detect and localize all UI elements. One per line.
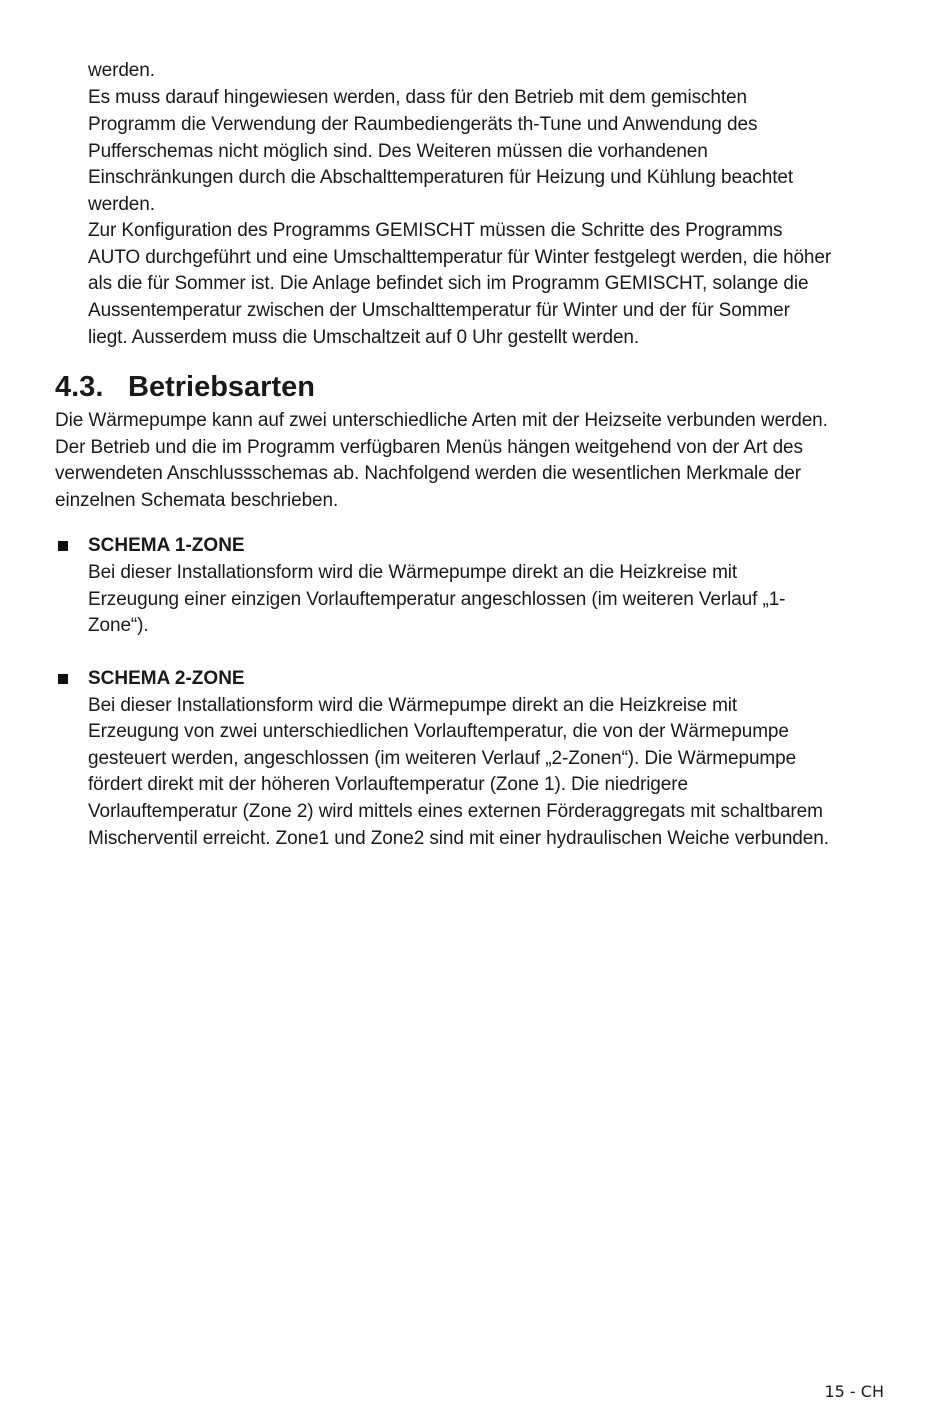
bullet-title: SCHEMA 1-ZONE bbox=[88, 535, 245, 556]
intro-line: werden. bbox=[88, 60, 155, 81]
intro-line: Zur Konfiguration des Programms GEMISCHT müssen die Schritte des Programms bbox=[88, 220, 783, 241]
bullet-line: Bei dieser Installationsform wird die Wärmepumpe direkt an die Heizkreise mit bbox=[88, 562, 738, 583]
bullet-line: Zone“). bbox=[88, 615, 149, 636]
bullet-line: Erzeugung einer einzigen Vorlauftemperatur angeschlossen (im weiteren Verlauf „1- bbox=[88, 589, 786, 610]
section-number: 4.3. bbox=[55, 371, 104, 403]
intro-line: als die für Sommer ist. Die Anlage befindet sich im Programm GEMISCHT, solange die bbox=[88, 273, 809, 294]
section-line: einzelnen Schemata beschrieben. bbox=[55, 490, 339, 511]
bullet-line: gesteuert werden, angeschlossen (im weiteren Verlauf „2-Zonen“). Die Wärmepumpe bbox=[88, 748, 797, 769]
bullet-line: Bei dieser Installationsform wird die Wärmepumpe direkt an die Heizkreise mit bbox=[88, 695, 738, 716]
section-title: Betriebsarten bbox=[128, 371, 315, 403]
square-bullet-icon bbox=[58, 674, 68, 684]
section-line: Die Wärmepumpe kann auf zwei unterschiedliche Arten mit der Heizseite verbunden werden. bbox=[55, 410, 828, 431]
intro-line: Programm die Verwendung der Raumbediengeräts th-Tune und Anwendung des bbox=[88, 114, 758, 135]
intro-line: Es muss darauf hingewiesen werden, dass für den Betrieb mit dem gemischten bbox=[88, 87, 747, 108]
section-line: Der Betrieb und die im Programm verfügbaren Menüs hängen weitgehend von der Art des bbox=[55, 437, 803, 458]
bullet-line: Mischerventil erreicht. Zone1 und Zone2 sind mit einer hydraulischen Weiche verbunden. bbox=[88, 828, 829, 849]
bullet-line: fördert direkt mit der höheren Vorlauftemperatur (Zone 1). Die niedrigere bbox=[88, 774, 688, 795]
intro-line: Einschränkungen durch die Abschalttemperaturen für Heizung und Kühlung beachtet bbox=[88, 167, 794, 188]
square-bullet-icon bbox=[58, 541, 68, 551]
intro-line: Aussentemperatur zwischen der Umschalttemperatur für Winter und der für Sommer bbox=[88, 300, 790, 321]
intro-line: werden. bbox=[88, 194, 155, 215]
intro-line: Pufferschemas nicht möglich sind. Des Weiteren müssen die vorhandenen bbox=[88, 141, 708, 162]
intro-line: AUTO durchgeführt und eine Umschalttemperatur für Winter festgelegt werden, die höher bbox=[88, 247, 832, 268]
intro-line: liegt. Ausserdem muss die Umschaltzeit auf 0 Uhr gestellt werden. bbox=[88, 327, 640, 348]
bullet-line: Erzeugung von zwei unterschiedlichen Vorlauftemperatur, die von der Wärmepumpe bbox=[88, 721, 789, 742]
section-line: verwendeten Anschlussschemas ab. Nachfolgend werden die wesentlichen Merkmale der bbox=[55, 463, 801, 484]
section-heading bbox=[55, 368, 315, 406]
page-number: 15 - CH bbox=[824, 1382, 884, 1401]
bullet-line: Vorlauftemperatur (Zone 2) wird mittels eines externen Förderaggregats mit schaltbarem bbox=[88, 801, 823, 822]
bullet-title: SCHEMA 2-ZONE bbox=[88, 668, 245, 689]
